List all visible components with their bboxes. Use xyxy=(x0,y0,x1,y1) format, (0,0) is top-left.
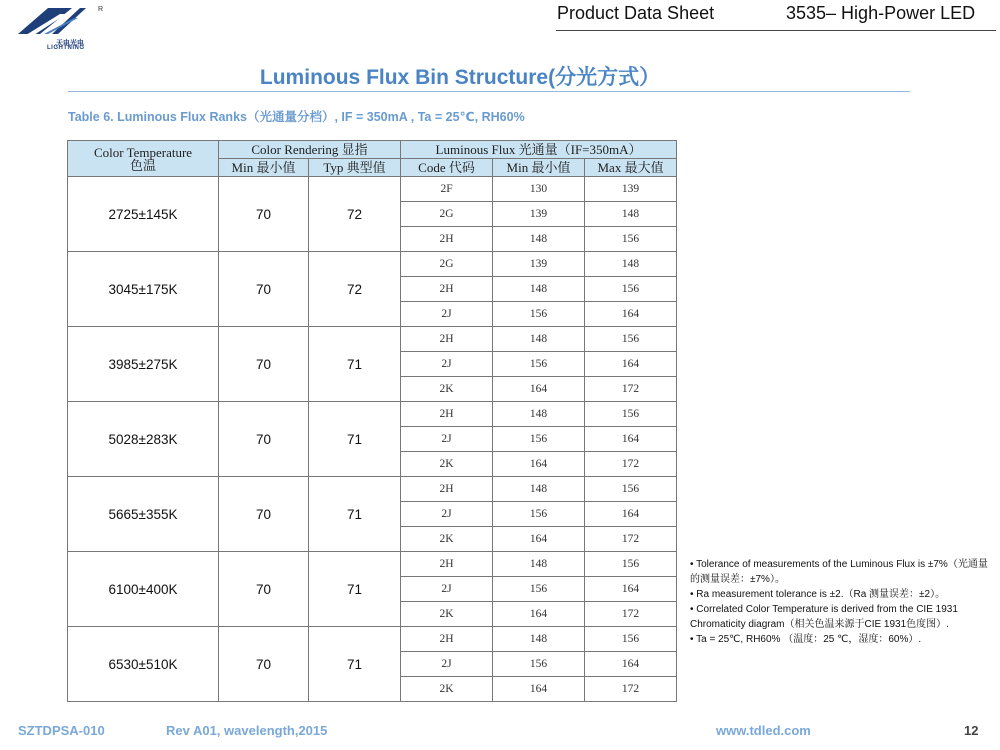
table-row xyxy=(68,477,677,502)
bin-min-cell: 164 xyxy=(493,377,585,402)
cri-min-cell: 70 xyxy=(219,327,309,402)
bin-min-cell: 164 xyxy=(493,602,585,627)
cct-cell: 5028±283K xyxy=(68,402,219,477)
bin-min-cell: 156 xyxy=(493,577,585,602)
cri-typ-cell: 72 xyxy=(309,252,401,327)
page-number: 12 xyxy=(964,723,979,738)
bin-min-cell: 156 xyxy=(493,352,585,377)
bin-min-cell: 148 xyxy=(493,402,585,427)
bin-code-cell: 2G xyxy=(401,252,493,277)
bin-max-cell: 164 xyxy=(585,652,677,677)
product-title: 3535– High-Power LED xyxy=(786,3,976,23)
brand-name-en: LIGHTNING xyxy=(47,45,85,51)
bin-max-cell: 164 xyxy=(585,502,677,527)
bin-max-cell: 164 xyxy=(585,427,677,452)
header-color-rendering: Color Rendering 显指 xyxy=(219,141,401,159)
header-luminous-flux: Luminous Flux 光通量（IF=350mA） xyxy=(401,141,677,159)
bin-min-cell: 130 xyxy=(493,177,585,202)
note-item: • Tolerance of measurements of the Luminous Flux is ±7%（光通量的测量误差：±7%）。 xyxy=(690,559,988,585)
bin-code-cell: 2H xyxy=(401,477,493,502)
bin-code-cell: 2H xyxy=(401,327,493,352)
cri-typ-cell: 71 xyxy=(309,552,401,627)
company-logo xyxy=(14,4,106,50)
header-flux-min: Min 最小值 xyxy=(493,159,585,177)
bin-min-cell: 164 xyxy=(493,677,585,702)
bin-code-cell: 2H xyxy=(401,627,493,652)
registered-mark: R xyxy=(98,6,104,13)
table-row xyxy=(68,402,677,427)
note-item: • Ra measurement tolerance is ±2.（Ra 测量误差：±2）。 xyxy=(690,589,946,600)
cri-typ-cell: 71 xyxy=(309,327,401,402)
cri-typ-cell: 71 xyxy=(309,627,401,702)
bin-max-cell: 172 xyxy=(585,377,677,402)
bin-code-cell: 2J xyxy=(401,652,493,677)
bin-code-cell: 2J xyxy=(401,302,493,327)
header-color-temp-cn: 色温 xyxy=(129,157,156,173)
cri-min-cell: 70 xyxy=(219,477,309,552)
bin-min-cell: 148 xyxy=(493,327,585,352)
bin-code-cell: 2J xyxy=(401,502,493,527)
bin-max-cell: 164 xyxy=(585,302,677,327)
header-color-temperature xyxy=(68,141,219,177)
cct-cell: 6100±400K xyxy=(68,552,219,627)
bin-max-cell: 172 xyxy=(585,527,677,552)
header-flux-max: Max 最大值 xyxy=(585,159,677,177)
cri-min-cell: 70 xyxy=(219,402,309,477)
header-code: Code 代码 xyxy=(401,159,493,177)
bin-max-cell: 156 xyxy=(585,477,677,502)
bin-max-cell: 148 xyxy=(585,202,677,227)
title-underline xyxy=(68,91,910,92)
bin-code-cell: 2F xyxy=(401,177,493,202)
cct-cell: 3045±175K xyxy=(68,252,219,327)
cct-cell: 2725±145K xyxy=(68,177,219,252)
page-title: Luminous Flux Bin Structure(分光方式） xyxy=(259,66,661,89)
bin-max-cell: 156 xyxy=(585,277,677,302)
bin-min-cell: 164 xyxy=(493,452,585,477)
notes-block xyxy=(690,557,990,647)
bin-min-cell: 148 xyxy=(493,627,585,652)
cri-min-cell: 70 xyxy=(219,252,309,327)
bin-max-cell: 156 xyxy=(585,327,677,352)
footer-doc-id: SZTDPSA-010 xyxy=(18,723,105,738)
cri-min-cell: 70 xyxy=(219,177,309,252)
bin-code-cell: 2K xyxy=(401,452,493,477)
cri-min-cell: 70 xyxy=(219,552,309,627)
bin-max-cell: 172 xyxy=(585,602,677,627)
table-caption: Table 6. Luminous Flux Ranks（光通量分档）, IF = 350mA , Ta = 25℃, RH60% xyxy=(68,110,525,124)
header-cri-min: Min 最小值 xyxy=(219,159,309,177)
note-item: • Correlated Color Temperature is derived from the CIE 1931 Chromaticity diagram（相关色温来源于CIE 1931色度图）. xyxy=(690,604,958,630)
bin-min-cell: 148 xyxy=(493,552,585,577)
bin-code-cell: 2J xyxy=(401,352,493,377)
bin-min-cell: 148 xyxy=(493,277,585,302)
bin-code-cell: 2J xyxy=(401,577,493,602)
bin-min-cell: 148 xyxy=(493,477,585,502)
bin-code-cell: 2K xyxy=(401,677,493,702)
bin-min-cell: 148 xyxy=(493,227,585,252)
bin-min-cell: 164 xyxy=(493,527,585,552)
luminous-flux-table xyxy=(67,140,677,702)
footer-revision: Rev A01, wavelength,2015 xyxy=(166,723,328,738)
doc-type-title: Product Data Sheet xyxy=(557,3,715,23)
bin-min-cell: 156 xyxy=(493,652,585,677)
brand-name-cn: 天电光电 xyxy=(56,40,84,47)
header-cri-typ: Typ 典型值 xyxy=(309,159,401,177)
cct-cell: 3985±275K xyxy=(68,327,219,402)
bin-max-cell: 148 xyxy=(585,252,677,277)
bin-min-cell: 139 xyxy=(493,202,585,227)
cri-typ-cell: 71 xyxy=(309,402,401,477)
bin-code-cell: 2H xyxy=(401,552,493,577)
bin-code-cell: 2K xyxy=(401,602,493,627)
bin-code-cell: 2H xyxy=(401,227,493,252)
bin-max-cell: 164 xyxy=(585,577,677,602)
cct-cell: 5665±355K xyxy=(68,477,219,552)
cct-cell: 6530±510K xyxy=(68,627,219,702)
bin-max-cell: 156 xyxy=(585,627,677,652)
table-row xyxy=(68,327,677,352)
note-item: • Ta = 25℃, RH60% （温度：25 ℃，湿度：60%）. xyxy=(690,634,922,645)
table-row xyxy=(68,177,677,202)
header-divider xyxy=(556,30,996,31)
bin-code-cell: 2K xyxy=(401,377,493,402)
bin-min-cell: 139 xyxy=(493,252,585,277)
bin-max-cell: 139 xyxy=(585,177,677,202)
bin-min-cell: 156 xyxy=(493,427,585,452)
bin-code-cell: 2K xyxy=(401,527,493,552)
bin-min-cell: 156 xyxy=(493,302,585,327)
cri-typ-cell: 72 xyxy=(309,177,401,252)
table-row xyxy=(68,627,677,652)
bin-max-cell: 156 xyxy=(585,402,677,427)
bin-code-cell: 2H xyxy=(401,402,493,427)
footer-website-link[interactable]: www.tdled.com xyxy=(716,723,811,738)
bin-max-cell: 156 xyxy=(585,552,677,577)
bin-max-cell: 156 xyxy=(585,227,677,252)
bin-code-cell: 2G xyxy=(401,202,493,227)
cri-min-cell: 70 xyxy=(219,627,309,702)
bin-code-cell: 2H xyxy=(401,277,493,302)
bin-max-cell: 164 xyxy=(585,352,677,377)
cri-typ-cell: 71 xyxy=(309,477,401,552)
table-row xyxy=(68,252,677,277)
bin-code-cell: 2J xyxy=(401,427,493,452)
bin-max-cell: 172 xyxy=(585,452,677,477)
bin-min-cell: 156 xyxy=(493,502,585,527)
bin-max-cell: 172 xyxy=(585,677,677,702)
table-row xyxy=(68,552,677,577)
header-color-temp-label: Color Temperature xyxy=(93,144,193,160)
